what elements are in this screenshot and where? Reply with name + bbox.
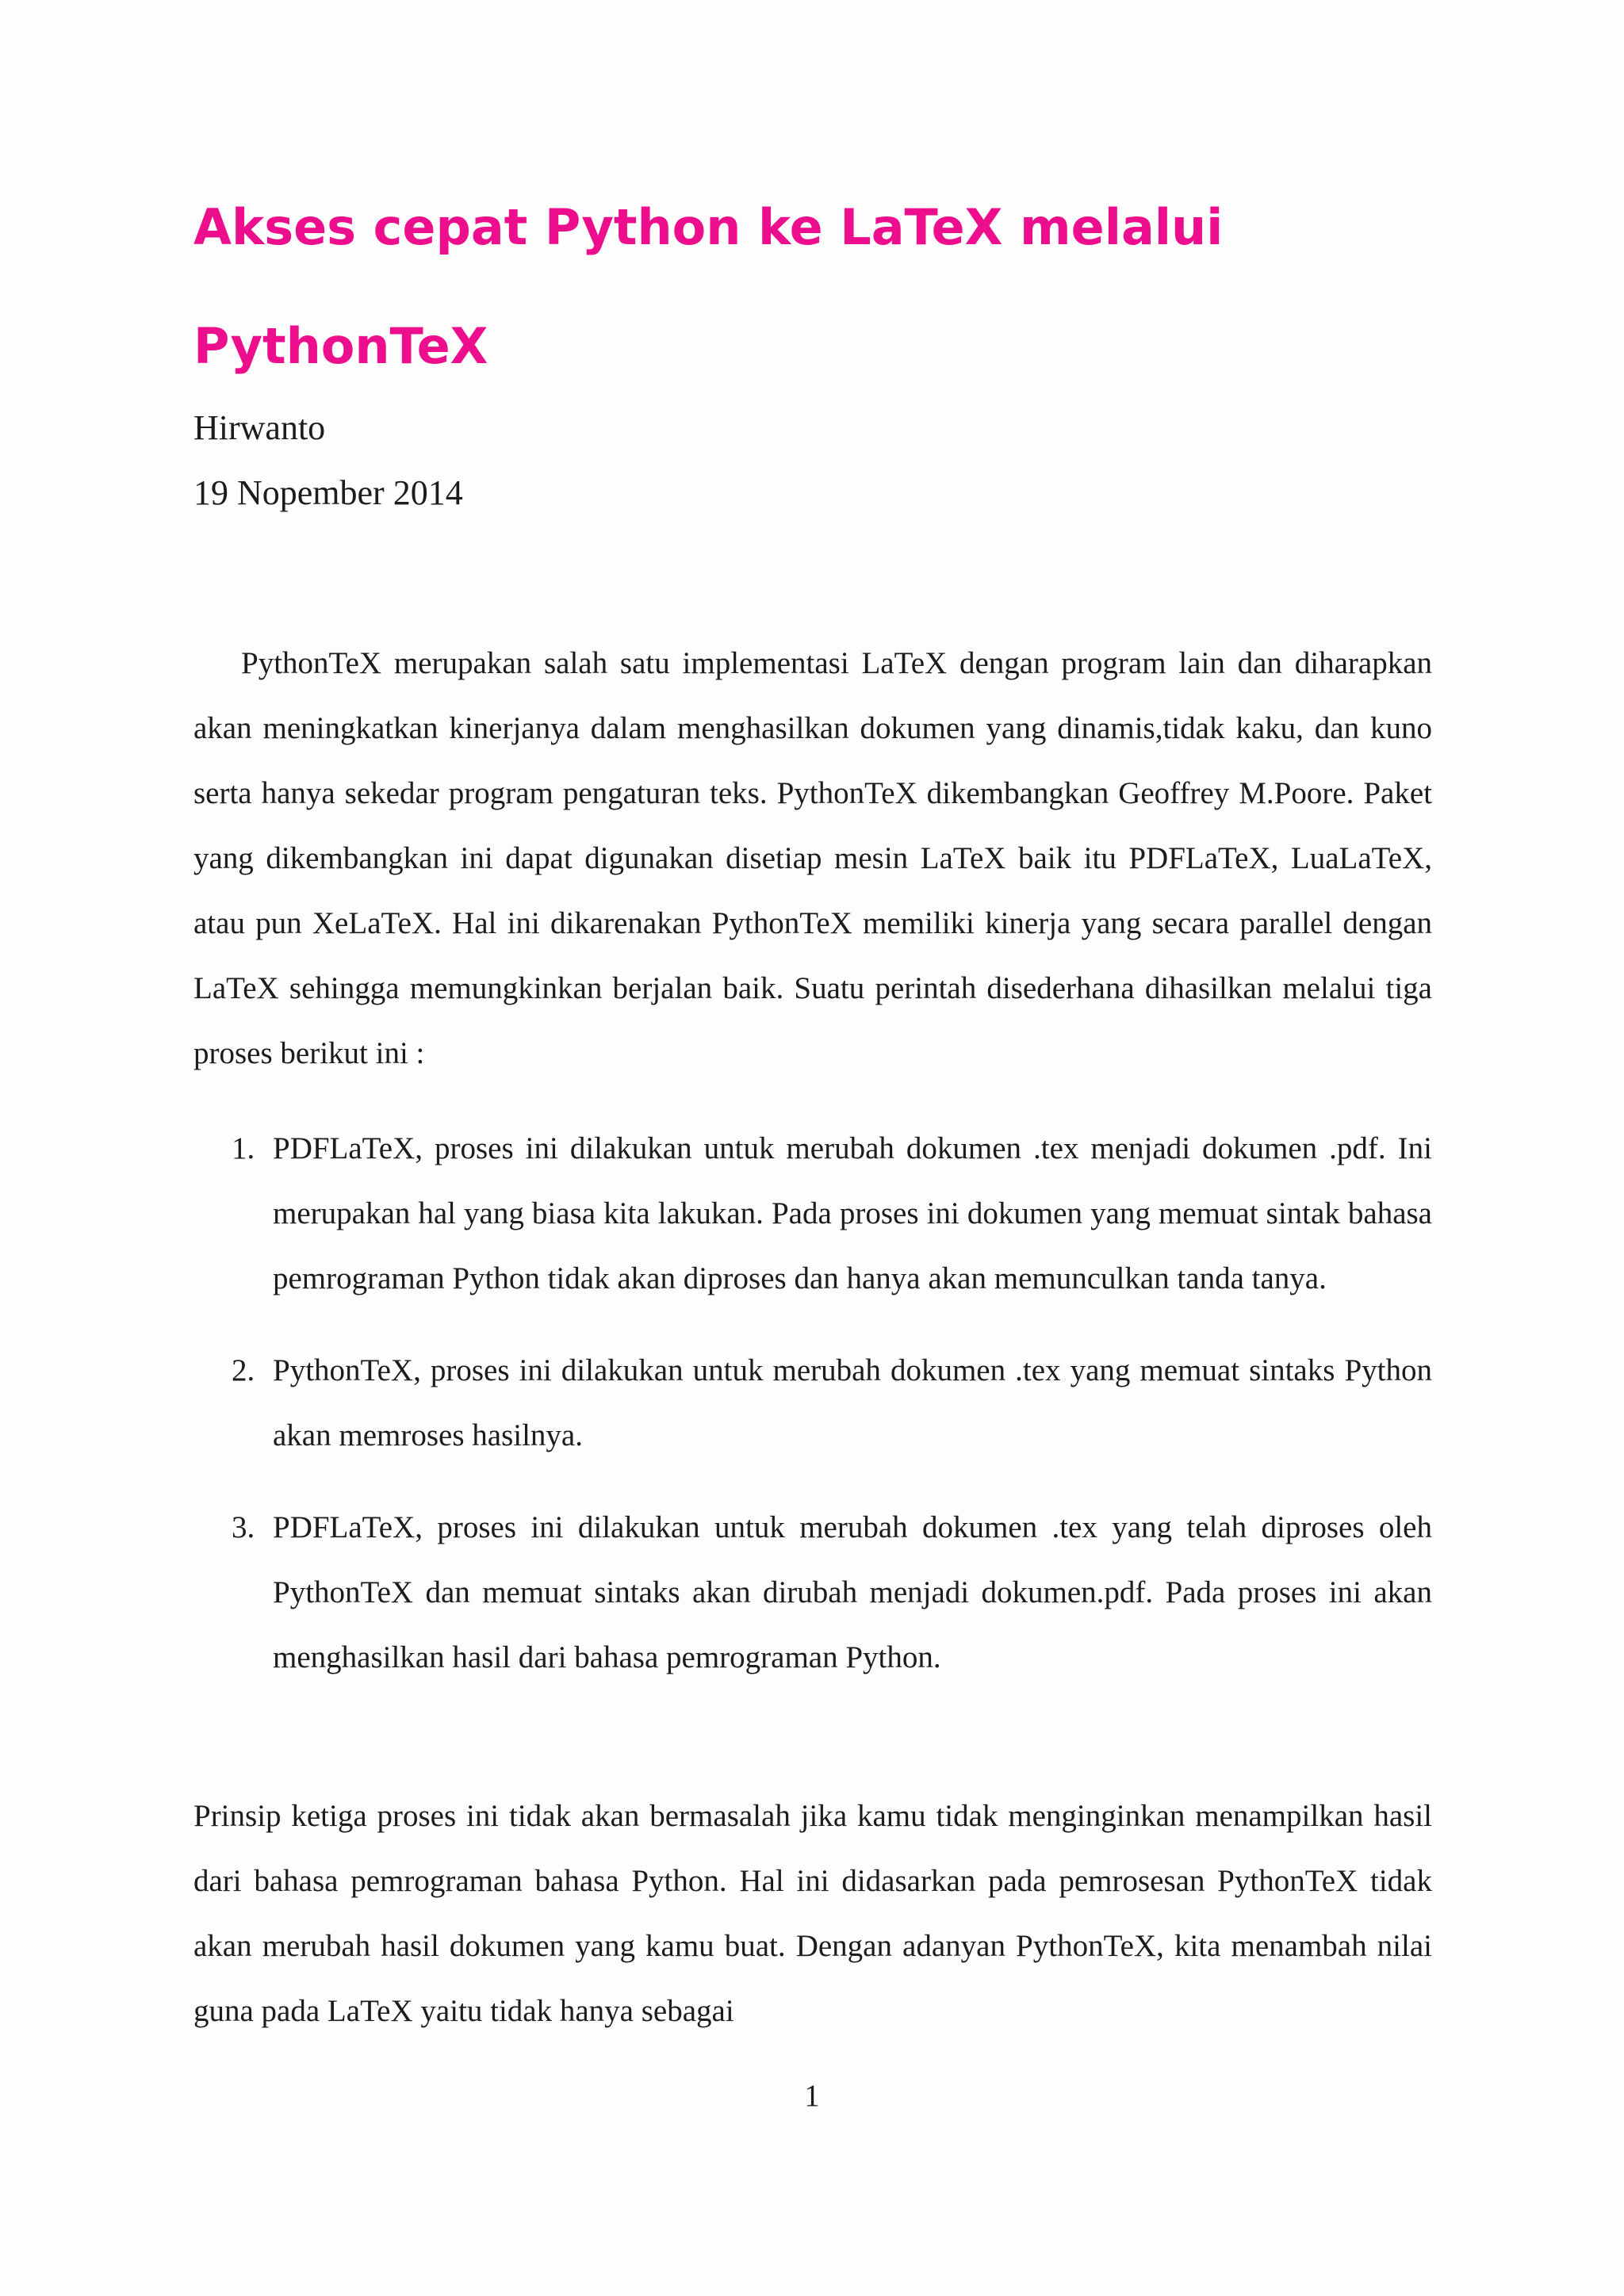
document-date: 19 Nopember 2014	[193, 473, 463, 512]
list-item-text: PythonTeX, proses ini dilakukan untuk merubah dokumen .tex yang memuat sintaks Python akan memroses hasilnya.	[273, 1353, 1432, 1452]
list-item	[193, 1495, 1432, 1690]
list-item-text: PDFLaTeX, proses ini dilakukan untuk merubah dokumen .tex yang telah diproses oleh PythonTeX dan memuat sintaks akan dirubah menjadi dokumen.pdf. Pada proses ini akan menghasilkan hasil dari bahasa pemrograman Python.	[273, 1510, 1432, 1674]
page-number: 1	[804, 2079, 820, 2113]
author-name: Hirwanto	[193, 408, 326, 447]
list-item-number: 1.	[232, 1131, 255, 1165]
list-item	[193, 1338, 1432, 1468]
process-list	[193, 1116, 1432, 1717]
list-item	[193, 1116, 1432, 1311]
document-title: Akses cepat Python ke LaTeX melalui PythonTeX	[193, 198, 1224, 375]
principle-paragraph: Prinsip ketiga proses ini tidak akan bermasalah jika kamu tidak menginginkan menampilkan hasil dari bahasa pemrograman bahasa Python. Hal ini didasarkan pada pemrosesan PythonTeX tidak akan merubah hasil dokumen yang kamu buat. Dengan adanyan PythonTeX, kita menambah nilai guna pada LaTeX yaitu tidak hanya sebagai	[193, 1799, 1432, 2028]
list-item-number: 2.	[232, 1353, 255, 1387]
intro-paragraph: PythonTeX merupakan salah satu implementasi LaTeX dengan program lain dan diharapkan akan meningkatkan kinerjanya dalam menghasilkan dokumen yang dinamis,tidak kaku, dan kuno serta hanya sekedar program pengaturan teks. PythonTeX dikembangkan Geoffrey M.Poore. Paket yang dikembangkan ini dapat digunakan disetiap mesin LaTeX baik itu PDFLaTeX, LuaLaTeX, atau pun XeLaTeX. Hal ini dikarenakan PythonTeX memiliki kinerja yang secara parallel dengan LaTeX sehingga memungkinkan berjalan baik. Suatu perintah disederhana dihasilkan melalui tiga proses berikut ini :	[193, 646, 1432, 1070]
list-item-number: 3.	[232, 1510, 255, 1544]
list-item-text: PDFLaTeX, proses ini dilakukan untuk merubah dokumen .tex menjadi dokumen .pdf. Ini merupakan hal yang biasa kita lakukan. Pada proses ini dokumen yang memuat sintak bahasa pemrograman Python tidak akan diproses dan hanya akan memunculkan tanda tanya.	[273, 1131, 1432, 1295]
